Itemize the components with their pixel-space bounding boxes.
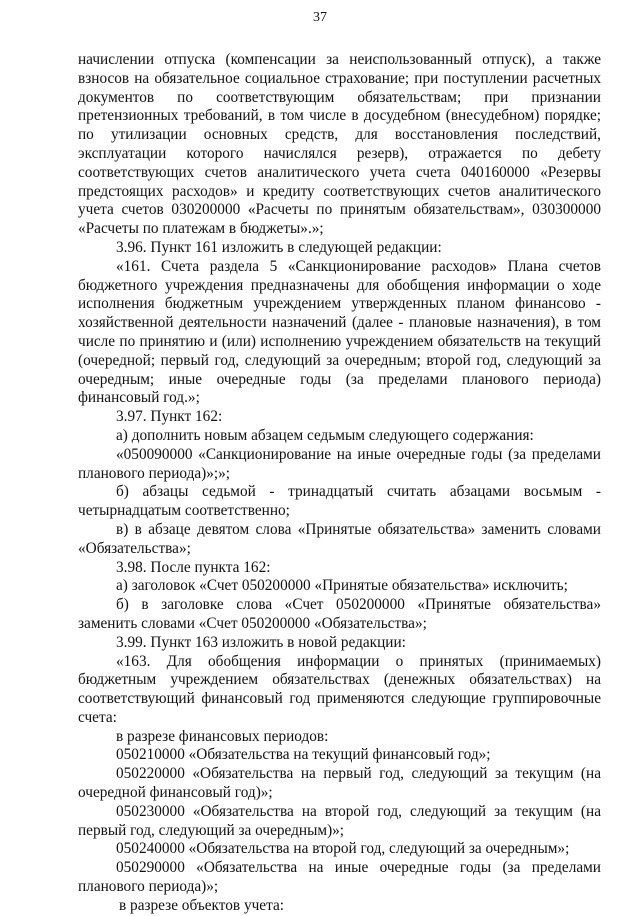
paragraph-continuation: начислении отпуска (компенсации за неиспользованный отпуск), а также взносов на обязательное социальное страхование; при поступлении расчетных документов по соответствующим обязательствам; при признании претензионных требований, в том числе в досудебном (внесудебном) порядке; по утилизации основных средств, для восстановления последствий, эксплуатации которого начислялся резерв), отражается по дебету соответствующих счетов аналитического учета счета 040160000 «Резервы предстоящих расходов» и кредиту соответствующих счетов аналитического учета счетов 030200000 «Расчеты по принятым обязательствам», 030300000 «Расчеты по платежам в бюджеты».»; bbox=[78, 51, 601, 238]
paragraph-sub-a-heading: а) заголовок «Счет 050200000 «Принятые обязательства» исключить; bbox=[116, 577, 568, 595]
paragraph-item-3-99: 3.99. Пункт 163 изложить в новой редакции: bbox=[116, 633, 406, 651]
page-number: 37 bbox=[313, 10, 327, 25]
paragraph-item-3-98: 3.98. После пункта 162: bbox=[116, 558, 271, 576]
paragraph-quote-163: «163. Для обобщения информации о принятых (принимаемых) бюджетным учреждением обязательствах (денежных обязательствах) на соответствующий финансовый год применяются следующие группировочные счета: bbox=[78, 652, 601, 726]
paragraph-account-050210000: 050210000 «Обязательства на текущий финансовый год»; bbox=[116, 746, 491, 764]
paragraph-account-050230000: 050230000 «Обязательства на второй год, следующий за текущим (на первый год, следующий за очередным)»; bbox=[78, 802, 601, 839]
paragraph-account-050220000: 050220000 «Обязательства на первый год, следующий за текущим (на очередной финансовый год)»; bbox=[78, 765, 601, 802]
paragraph-financial-periods: в разрезе финансовых периодов: bbox=[116, 727, 329, 745]
document-body bbox=[78, 51, 601, 916]
paragraph-item-3-96: 3.96. Пункт 161 изложить в следующей редакции: bbox=[116, 238, 442, 256]
paragraph-item-3-97: 3.97. Пункт 162: bbox=[116, 408, 223, 426]
paragraph-sub-b: б) абзацы седьмой - тринадцатый считать абзацами восьмым - четырнадцатым соответственно; bbox=[78, 483, 601, 520]
paragraph-sub-v: в) в абзаце девятом слова «Принятые обязательства» заменить словами «Обязательства»; bbox=[78, 520, 601, 557]
paragraph-quote-050090000: «050090000 «Санкционирование на иные очередные годы (за пределами планового периода)»;»; bbox=[78, 445, 601, 482]
paragraph-quote-161: «161. Счета раздела 5 «Санкционирование расходов» Плана счетов бюджетного учреждения предназначены для обобщения информации о ходе исполнения бюджетным учреждением утвержденных планом финансово - хозяйственной деятельности назначений (далее - плановые назначения), в том числе по принятию и (или) исполнению учреждением обязательств на текущий (очередной; первый год, следующий за очередным; второй год, следующий за очередным; иные очередные годы (за пределами планового периода) финансовый год.»; bbox=[78, 257, 601, 407]
paragraph-sub-b-heading: б) в заголовке слова «Счет 050200000 «Принятые обязательства» заменить словами «Счет 050200000 «Обязательства»; bbox=[78, 596, 601, 632]
paragraph-account-050240000: 050240000 «Обязательства на второй год, следующий за очередным»; bbox=[116, 840, 570, 858]
paragraph-sub-a: а) дополнить новым абзацем седьмым следующего содержания: bbox=[116, 426, 534, 444]
paragraph-account-050290000: 050290000 «Обязательства на иные очередные годы (за пределами планового периода)»; bbox=[78, 859, 601, 896]
paragraph-accounting-objects: в разрезе объектов учета: bbox=[119, 896, 285, 914]
